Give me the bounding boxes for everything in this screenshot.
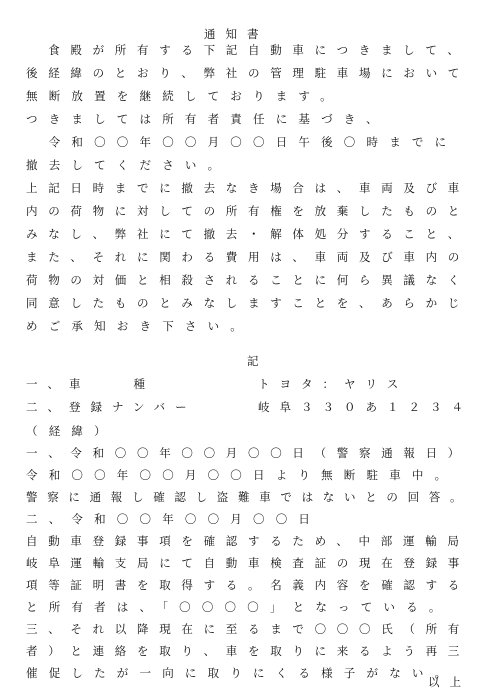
item-label: 一、車 種 [26, 377, 155, 391]
intro-line: 荷物の対価と相殺されることに何ら異議なく [26, 273, 470, 287]
keii-line: と所有者は、「〇〇〇〇」となっている。 [26, 600, 452, 614]
item-label: 二、登録ナンバー [26, 400, 197, 414]
keii-line: 項等証明書を取得する。名義内容を確認する [26, 578, 470, 592]
intro-line: 後経緯のとおり、弊社の管理駐車場において [26, 66, 470, 80]
intro-line: めご承知おき下さい。 [26, 319, 253, 333]
intro-line: つきましては所有者責任に基づき、 [26, 112, 389, 126]
item-value: 岐阜３３０あ１２３４ [258, 400, 473, 414]
ki-heading: 記 [247, 354, 259, 368]
keii-line: 警察に通報し確認し盗難車ではないとの回答。 [26, 490, 472, 504]
document-title: 通知書 [204, 27, 269, 41]
keii-line: 自動車登録事項を確認するため、中部運輸局 [26, 534, 470, 548]
keii-line: 二、令和〇〇年〇〇月〇〇日 [26, 512, 322, 526]
intro-line: また、それに関わる費用は、車両及び車内の [26, 250, 470, 264]
keii-line: 令和〇〇年〇〇月〇〇日より無断駐車中。 [26, 468, 458, 482]
keii-line: 催促したが一向に取りにくる様子がない。 [26, 666, 458, 680]
intro-line: みなし、弊社にて撤去・解体処分すること、 [26, 227, 470, 241]
closing-mark: 以上 [428, 675, 471, 689]
keii-line: 者）と連絡を取り、車を取りに来るよう再三 [26, 644, 470, 658]
intro-line: 食殿が所有する下記自動車につきまして、 [26, 43, 470, 57]
intro-line: 無断放置を継続しております。 [26, 89, 343, 103]
item-value: トヨタ：ヤリス [258, 377, 409, 391]
intro-line: 内の荷物に対しての所有権を放棄したものと [26, 204, 470, 218]
intro-line: 上記日時までに撤去なき場合は、車両及び車 [26, 181, 470, 195]
intro-line: 同意したものとみなしますことを、あらかじ [26, 296, 470, 310]
keii-heading: （経緯） [26, 424, 117, 438]
intro-line: 撤去してください。 [26, 158, 231, 172]
keii-line: 三、それ以降現在に至るまで〇〇〇氏（所有 [26, 622, 470, 636]
intro-line: 令和〇〇年〇〇月〇〇日午後〇時までに [26, 135, 458, 149]
keii-line: 一、令和〇〇年〇〇月〇〇日（警察通報日） [26, 446, 470, 460]
keii-line: 岐阜運輸支局にて自動車検査証の現在登録事 [26, 556, 470, 570]
